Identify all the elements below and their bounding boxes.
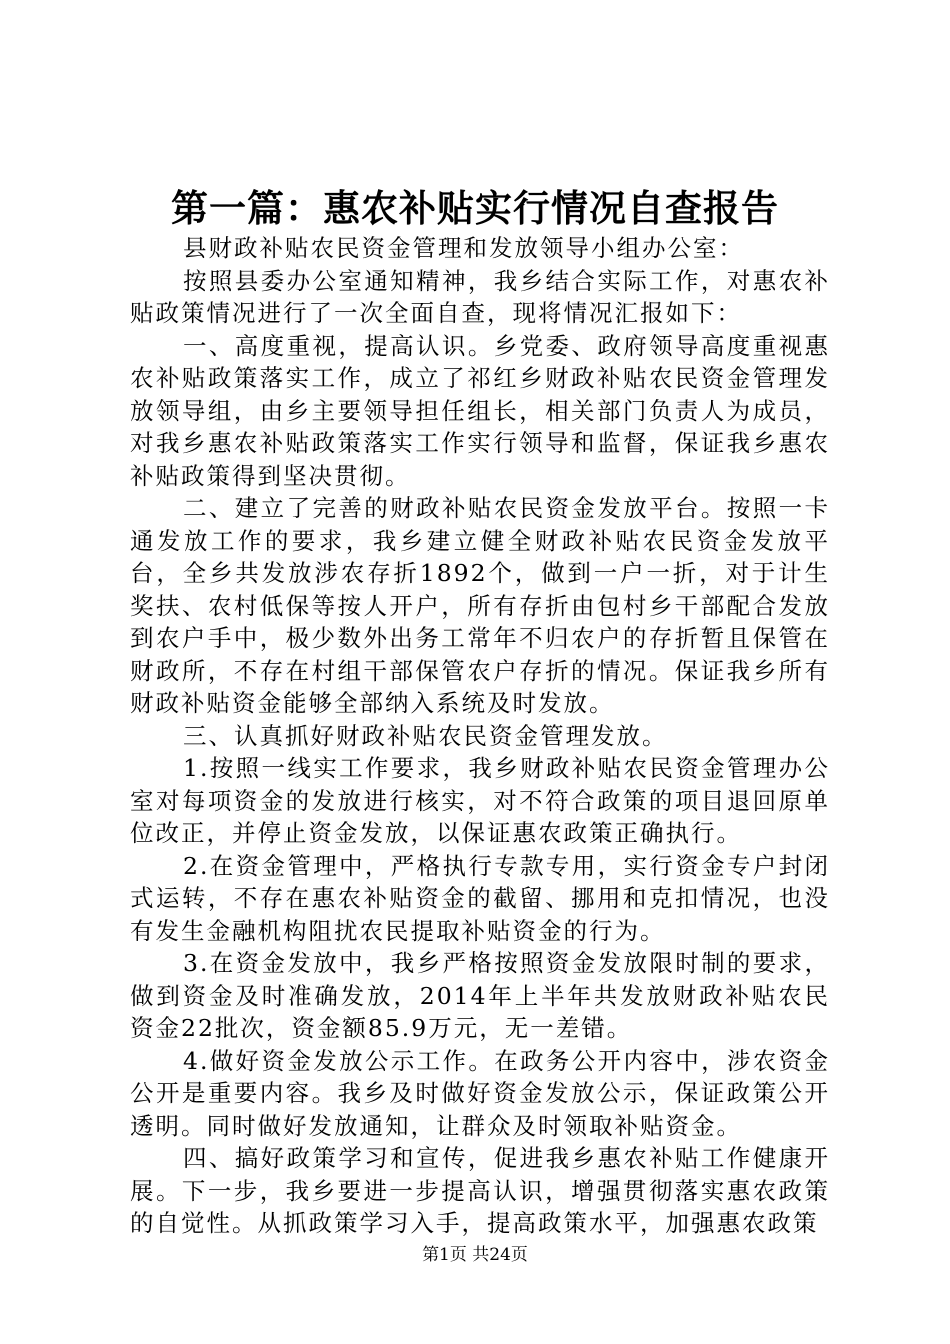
paragraph-salutation: 县财政补贴农民资金管理和发放领导小组办公室： (183, 234, 744, 262)
page-number-footer: 第1页 共24页 (422, 1245, 528, 1265)
document-body (130, 232, 830, 1240)
paragraph-item-1: 1.按照一线实工作要求，我乡财政补贴农民资金管理办公室对每项资金的发放进行核实，对不符合政策的项目退回原单位改正，并停止资金发放，以保证惠农政策正确执行。 (130, 754, 830, 847)
paragraph-section-2: 二、建立了完善的财政补贴农民资金发放平台。按照一卡通发放工作的要求，我乡建立健全财政补贴农民资金发放平台，全乡共发放涉农存折1892个，做到一户一折，对于计生奖扶、农村低保等按人开户，所有存折由包村乡干部配合发放到农户手中，极少数外出务工常年不归农户的存折暂且保管在财政所，不存在村组干部保管农户存折的情况。保证我乡所有财政补贴资金能够全部纳入系统及时发放。 (130, 494, 830, 717)
paragraph-section-4: 四、搞好政策学习和宣传，促进我乡惠农补贴工作健康开展。下一步，我乡要进一步提高认识，增强贯彻落实惠农政策的自觉性。从抓政策学习入手，提高政策水平，加强惠农政策 (130, 1144, 830, 1237)
paragraph-section-3-heading: 三、认真抓好财政补贴农民资金管理发放。 (183, 721, 668, 750)
document-title: 第一篇：惠农补贴实行情况自查报告 (171, 186, 779, 230)
paragraph-section-1: 一、高度重视，提高认识。乡党委、政府领导高度重视惠农补贴政策落实工作，成立了祁红乡财政补贴农民资金管理发放领导组，由乡主要领导担任组长，相关部门负责人为成员，对我乡惠农补贴政策落实工作实行领导和监督，保证我乡惠农补贴政策得到坚决贯彻。 (130, 331, 830, 490)
paragraph-item-4: 4.做好资金发放公示工作。在政务公开内容中，涉农资金公开是重要内容。我乡及时做好资金发放公示，保证政策公开透明。同时做好发放通知，让群众及时领取补贴资金。 (130, 1046, 830, 1140)
paragraph-item-3: 3.在资金发放中，我乡严格按照资金发放限时制的要求，做到资金及时准确发放，2014年上半年共发放财政补贴农民资金22批次，资金额85.9万元，无一差错。 (130, 949, 830, 1042)
paragraph-intro: 按照县委办公室通知精神，我乡结合实际工作，对惠农补贴政策情况进行了一次全面自查，现将情况汇报如下： (130, 266, 830, 327)
paragraph-item-2: 2.在资金管理中，严格执行专款专用，实行资金专户封闭式运转，不存在惠农补贴资金的截留、挪用和克扣情况，也没有发生金融机构阻扰农民提取补贴资金的行为。 (130, 851, 830, 945)
